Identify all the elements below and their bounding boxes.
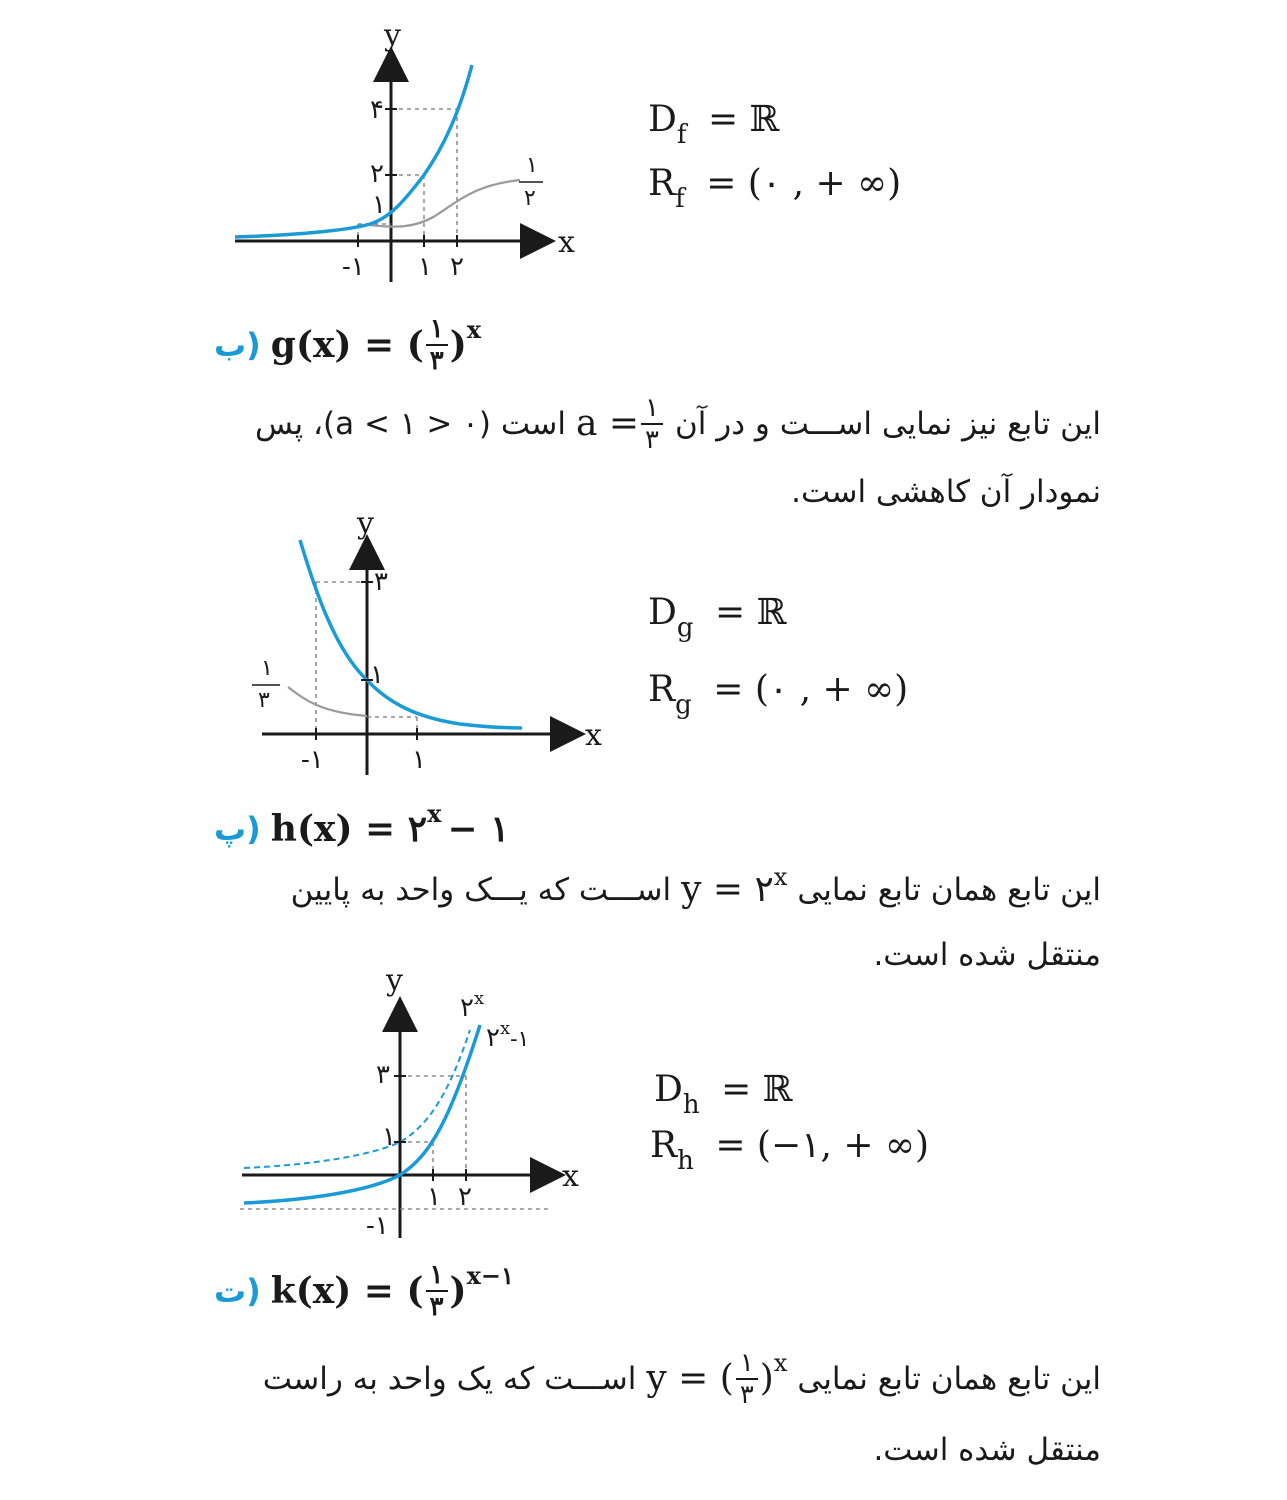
range-h: $R_h$ = (−۱, + ∞): [650, 1125, 929, 1176]
y-axis-label: y: [357, 506, 374, 541]
x-tick-label: ۲: [450, 252, 464, 282]
paragraph-h-line2: منتقل شده است.: [873, 937, 1101, 973]
x-tick-label: ۱: [427, 1182, 441, 1212]
curve-label-num: ۱: [261, 656, 273, 681]
curve-2x: [244, 1030, 470, 1168]
paragraph-k-line2: منتقل شده است.: [873, 1432, 1101, 1468]
y-tick-label: ۱: [382, 1122, 396, 1152]
curve-f: [235, 65, 472, 237]
y-tick-label: ۳: [376, 1060, 390, 1090]
x-tick-label: ۲: [458, 1182, 472, 1212]
paragraph-g-line2: نمودار آن کاهشی است.: [791, 474, 1101, 510]
x-axis-label: x: [562, 1159, 579, 1194]
range-g: $R_g$ = (۰ , + ∞): [648, 669, 909, 720]
y-tick-label: ۲: [370, 159, 384, 189]
graph-f: [220, 10, 600, 300]
y-tick-label: ۱: [372, 190, 386, 220]
y-tick-label: ۱: [370, 660, 384, 690]
curve-label-2x: ۲$^x$: [460, 988, 485, 1023]
paragraph-g-line1: این تابع نیز نمایی اســـت و در آن a = $\frac{۱}{۳}$ است (۰ < a < ۱)، پس: [255, 393, 1101, 455]
curve-label-den: ۳: [258, 688, 270, 713]
domain-h: $D_h$ = ℝ: [654, 1069, 793, 1120]
domain-g: $D_g$ = ℝ: [648, 592, 787, 643]
y-tick-label: -۱: [366, 1211, 389, 1241]
curve-label-num: ۱: [526, 153, 538, 178]
range-f: $R_f$ = (۰ , + ∞): [648, 163, 902, 214]
heading-k: ت) k(x) = ( $\frac{۱}{۳}$ ) x−۱: [214, 1260, 514, 1322]
y-axis-label: y: [384, 18, 401, 53]
heading-g: ب) g(x) = ( $\frac{۱}{۳}$ ) x: [214, 314, 482, 376]
x-tick-label: ۱: [412, 745, 426, 775]
curve-label-h: $۲^x_{-۱}$: [486, 1018, 530, 1053]
x-axis-label: x: [558, 225, 575, 260]
domain-f: $D_f$ = ℝ: [648, 99, 780, 150]
graph-g: [240, 500, 620, 790]
paragraph-k-line1: این تابع همان تابع نمایی y = ( $\frac{۱}{۳}$ ) x اســـت که یک واحد به راست: [262, 1348, 1101, 1410]
y-tick-label: ۳: [374, 567, 388, 597]
y-tick-label: ۴: [370, 95, 384, 125]
curve-label-den: ۲: [524, 186, 536, 211]
curve-g: [300, 540, 522, 728]
graph-h: [230, 960, 610, 1250]
heading-h: پ) h(x) = ۲ x − ۱: [214, 798, 510, 850]
y-axis-label: y: [386, 963, 403, 998]
x-axis-label: x: [585, 718, 602, 753]
x-tick-label: -۱: [301, 745, 324, 775]
curve-secondary: [288, 687, 367, 716]
paragraph-h-line1: این تابع همان تابع نمایی $y = ۲^x$ اســـت که یـــک واحد به پایین: [290, 863, 1101, 910]
x-tick-label: -۱: [342, 252, 365, 282]
x-tick-label: ۱: [418, 252, 432, 282]
